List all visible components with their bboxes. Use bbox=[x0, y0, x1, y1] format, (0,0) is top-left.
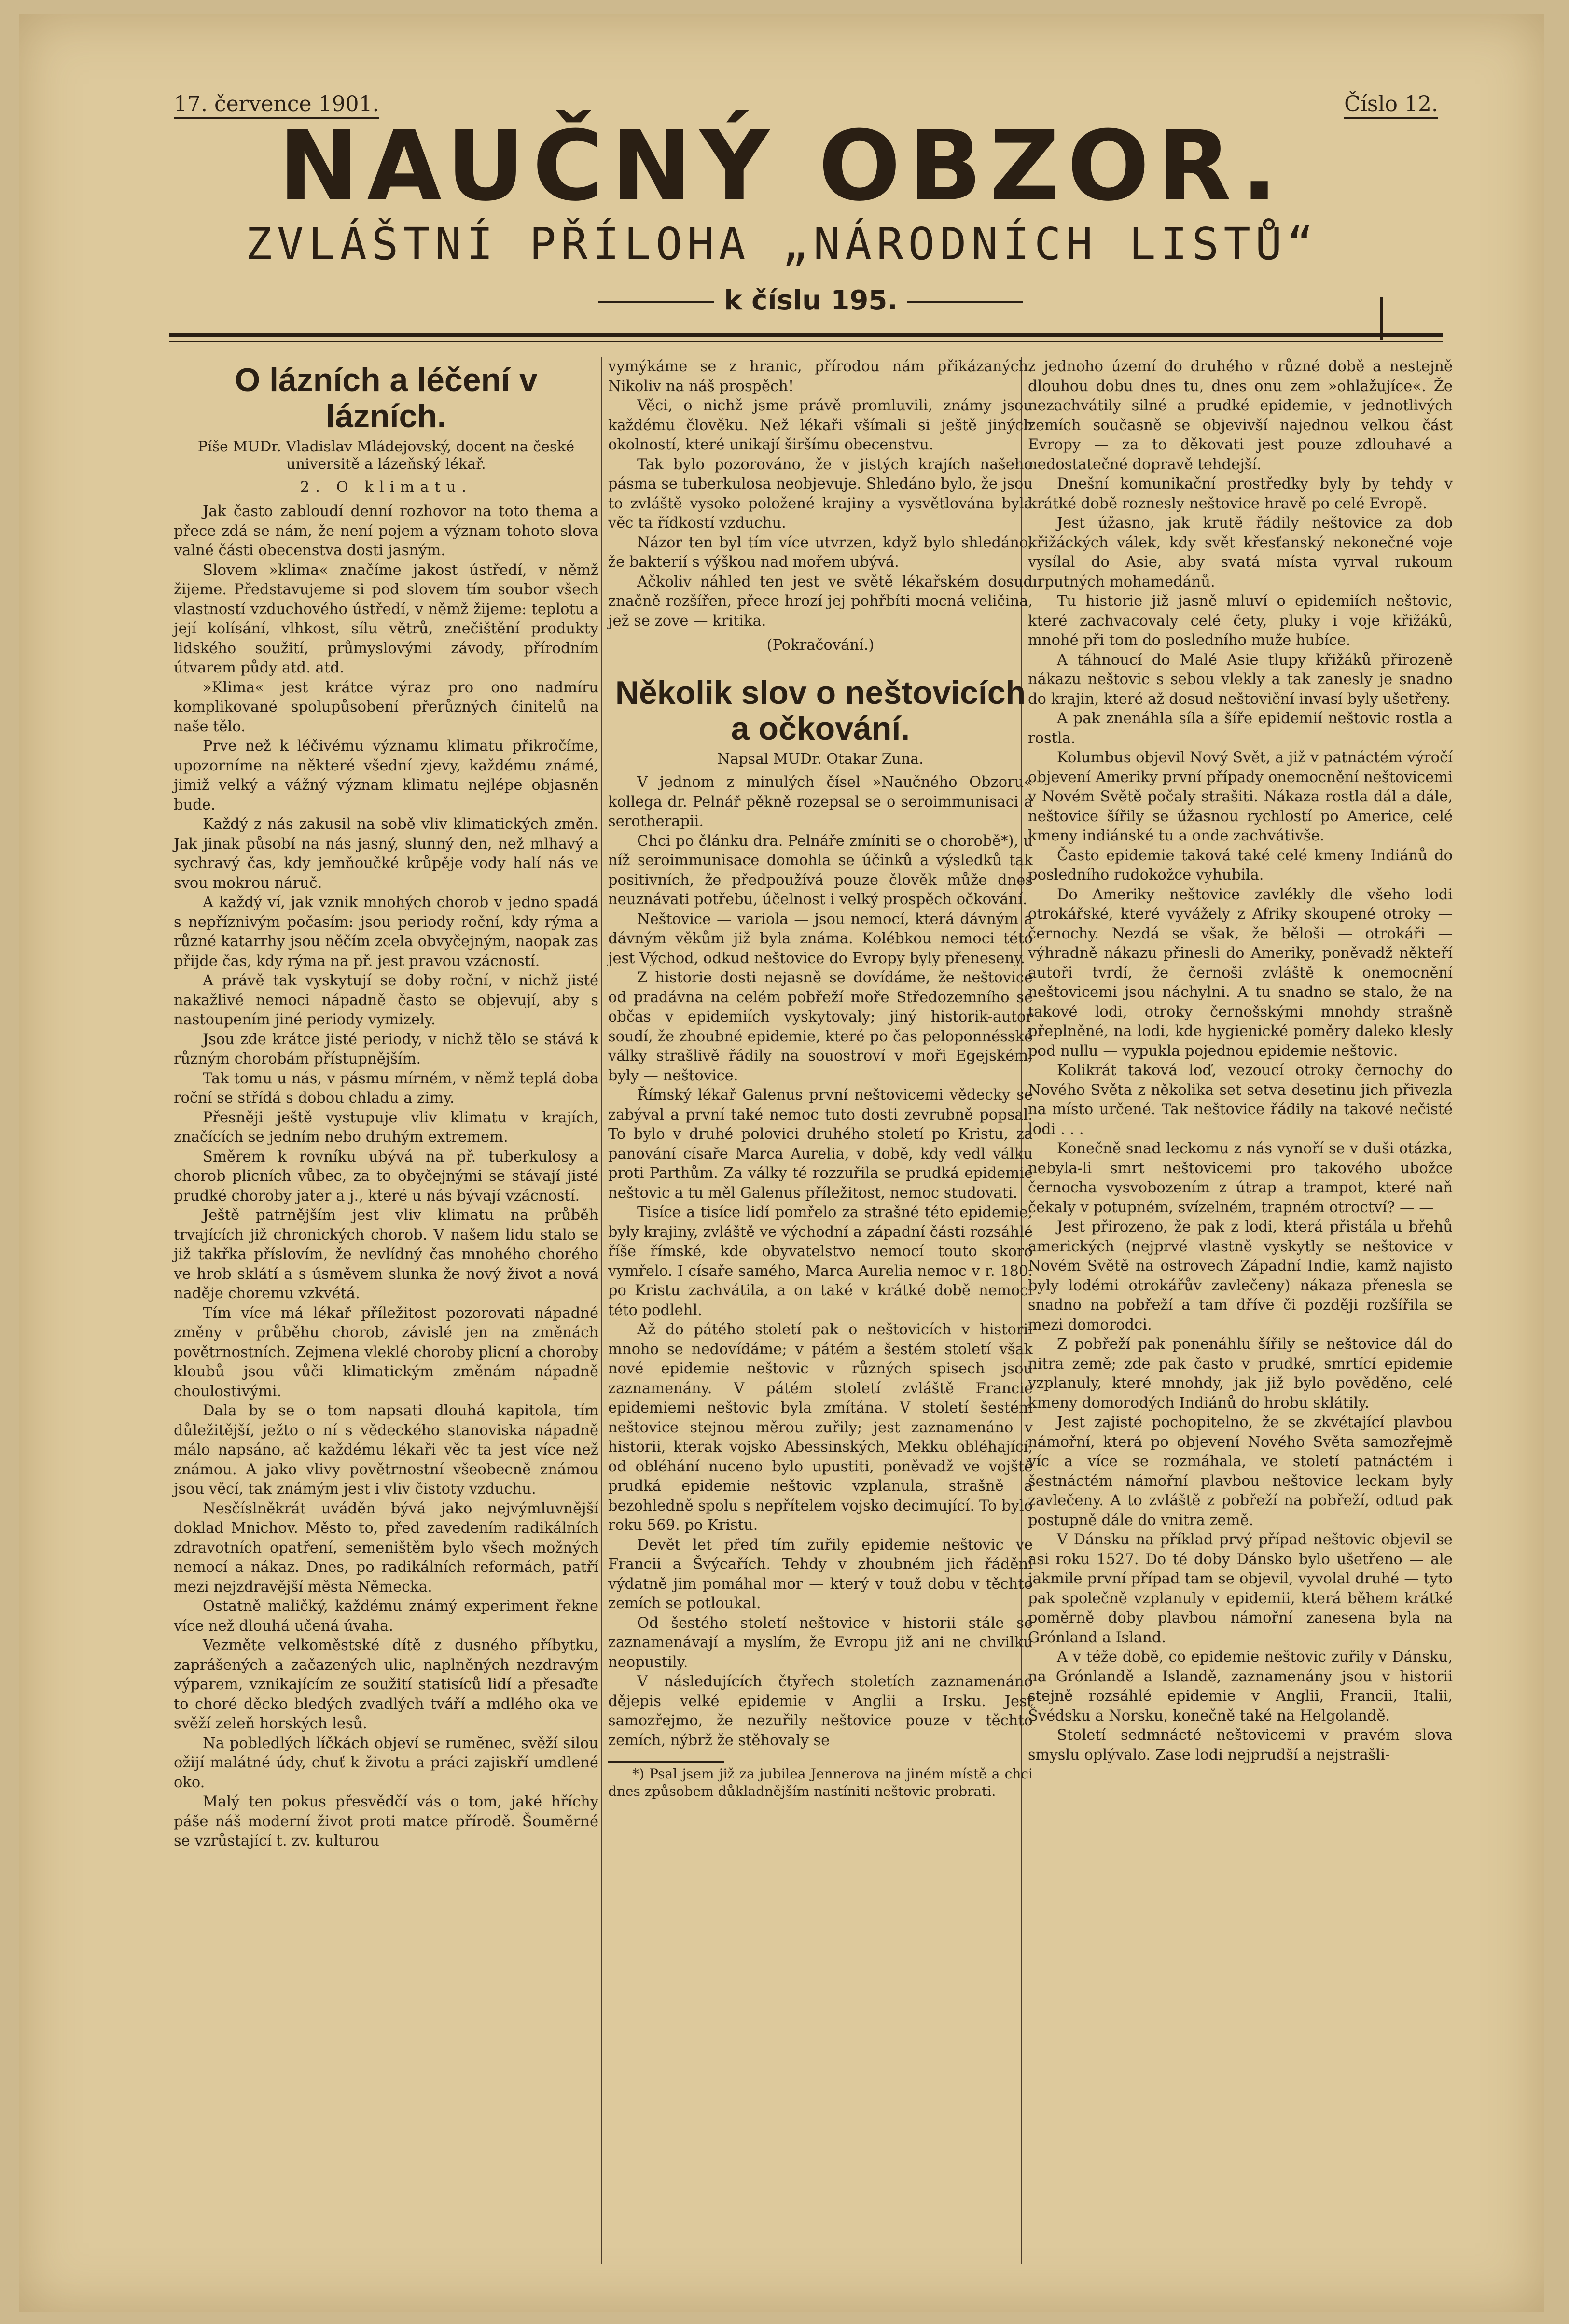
paragraph: Vezměte velkoměstské dítě z dusného příbytku, zaprášených a začazených ulic, naplněných nezdravým výparem, vznikajícím ze soužití statisíců lidí a přesaďte to choré děcko bledých zvadlých tváří a mdlého oka ve svěží zeleň horských lesů. bbox=[174, 1637, 598, 1733]
paragraph: A právě tak vyskytují se doby roční, v nichž jisté nakažlivé nemoci nápadně často se objevují, aby s nastoupením jiné periody vymizely. bbox=[174, 972, 598, 1029]
header-rule bbox=[169, 333, 1443, 337]
paragraph: Římský lékař Galenus první neštovicemi vědecky se zabýval a první také nemoc tuto dosti zevrubně popsal. To bylo v druhé polovici druhého století po Kristu, za panování císaře Marca Aurelia, v době, kdy vedl válku proti Parthům. Za války té rozzuřila se prudká epidemie neštovic a tu měl Galenus příležitost, nemoc studovati. bbox=[608, 1087, 1033, 1202]
paragraph: Jest úžasno, jak krutě řádily neštovice za dob křižáckých válek, kdy svět křesťanský nekonečné voje vysílal do Asie, aby svatá místa vyrval rukoum urputných mohamedánů. bbox=[1028, 515, 1453, 590]
paragraph: A každý ví, jak vznik mnohých chorob v jedno spadá s nepříznivým počasím: jsou periody roční, kdy rýma a různé katarrhy jsou něčím zcela obvyčejným, naopak zas přijde čas, kdy rýma na př. jest pravou vzácností. bbox=[174, 894, 598, 970]
paragraph: Jest přirozeno, že pak z lodi, která přistála u břehů amerických (nejprvé vlastně vyskytly se neštovice v Novém Světě na ostrovech Západní Indie, kamž najisto byly lodémi otrokářův zavlečeny) nákaza přenesla se snadno na pobřeží a tam dříve či později rozšířila se mezi domorodci. bbox=[1028, 1218, 1453, 1333]
paragraph: vymýkáme se z hranic, přírodou nám přikázaných. Nikoliv na náš prospěch! bbox=[608, 358, 1033, 395]
paragraph: Století sedmnácté neštovicemi v pravém slova smyslu oplývalo. Zase lodi nejprudší a nejstrašli- bbox=[1028, 1727, 1453, 1764]
header-rule-thin bbox=[169, 341, 1443, 342]
column-1 bbox=[174, 357, 598, 1851]
newspaper-page bbox=[19, 14, 1544, 2312]
paragraph: »Klima« jest krátce výraz pro ono nadmíru komplikované spolupůsobení přerůzných činitelů na naše tělo. bbox=[174, 679, 598, 735]
paragraph: V následujících čtyřech stoletích zaznamenáno dějepis velké epidemie v Anglii a Irsku. Jest samozřejmo, že nezuřily neštovice pouze v těchto zemích, nýbrž že stěhovaly se bbox=[608, 1673, 1033, 1749]
article-title: O lázních a léčení v lázních. bbox=[235, 362, 538, 434]
column-3 bbox=[1014, 357, 1453, 1765]
section-heading: 2. O klimatu. bbox=[300, 478, 472, 496]
article-body bbox=[1028, 357, 1453, 1765]
edition-rule-left bbox=[598, 301, 714, 303]
paragraph: Jak často zabloudí denní rozhovor na toto thema a přece zdá se nám, že není pojem a význam tohoto slova valné části obecenstva dosti jasným. bbox=[174, 503, 598, 560]
paragraph: Názor ten byl tím více utvrzen, když bylo shledáno, že bakterií s výškou nad mořem ubývá. bbox=[608, 534, 1033, 571]
paragraph: Každý z nás zakusil na sobě vliv klimatických změn. Jak jinak působí na nás jasný, slunný den, než mlhavý a sychravý čas, kdy jemňoučké krůpěje vody halí nás ve svou mokrou náruč. bbox=[174, 816, 598, 892]
edition-line bbox=[569, 285, 1052, 316]
masthead-title: NAUČNÝ OBZOR. bbox=[278, 110, 1286, 223]
paragraph: A pak znenáhla síla a šíře epidemií neštovic rostla a rostla. bbox=[1028, 710, 1453, 747]
paragraph: Tím více má lékař příležitost pozorovati nápadné změny v průběhu chorob, závislé jen na změnách povětrnostních. Zejmena vleklé choroby plicní a choroby kloubů jsou vůči klimatickým změnám nápadně choulostivými. bbox=[174, 1304, 598, 1400]
paragraph: Ostatně maličký, každému známý experiment řekne více než dlouhá učená úvaha. bbox=[174, 1598, 598, 1635]
paragraph: Z historie dosti nejasně se dovídáme, že neštovice od pradávna na celém pobřeží moře Středozemního se občas v epidemiích vyskytovaly; jiný historik-autor soudí, že zhoubné epidemie, které po čas peloponnésské války strašlivě řádily na souostroví v moři Egejském, byly — neštovice. bbox=[608, 969, 1033, 1084]
paragraph: Devět let před tím zuřily epidemie neštovic ve Francii a Švýcařích. Tehdy v zhoubném jich řádění výdatně jim pomáhal mor — který v touž dobu v těchto zemích se potloukal. bbox=[608, 1536, 1033, 1612]
paragraph: Do Ameriky neštovice zavlékly dle všeho lodi otrokářské, které vyvážely z Afriky skoupené otroky — černochy. Nezdá se však, že běloši — otrokáři — výhradně nákazu přinesli do Ameriky, poněvadž někteří autoři tvrdí, že černoši zvláště k onemocnění neštovicemi jsou náchylni. A tu snadno se stalo, že na takové lodi, otroky černošskými mnohdy strašně přeplněné, na lodi, kde hygienické poměry daleko klesly pod nullu — vypukla pojednou epidemie neštovic. bbox=[1028, 886, 1453, 1060]
article-continuation bbox=[608, 357, 1033, 631]
paragraph: Od šestého století neštovice v historii stále se zaznamenávají a myslím, že Evropu již ani ne chvilku neopustily. bbox=[608, 1614, 1033, 1671]
article-body bbox=[608, 773, 1033, 1750]
paragraph: Ještě patrnějším jest vliv klimatu na průběh trvajících již chronických chorob. V našem lidu stalo se již takřka příslovím, že nevlídný čas mnohého chorého ve hrob sklátí a s úsměvem slunka že nový život a nová naděje choremu vzkvétá. bbox=[174, 1207, 598, 1302]
paragraph: Malý ten pokus přesvědčí vás o tom, jaké hříchy páše náš moderní život proti matce přírodě. Šoumĕrné se vzrůstající t. zv. kulturou bbox=[174, 1793, 598, 1850]
masthead-subtitle: ZVLÁŠTNÍ PŘÍLOHA „NÁRODNÍCH LISTŮ“ bbox=[245, 218, 1319, 270]
paragraph: Kolumbus objevil Nový Svět, a již v patnáctém výročí objevení Ameriky první případy onemocnění neštovicemi v Novém Světě počaly strašiti. Nákaza rostla dál a dále, neštovice šířily se úžasnou rychlostí po Americe, celé kmeny indiánské tu a onde zachvátivše. bbox=[1028, 749, 1453, 844]
paragraph: Slovem »klima« značíme jakost ústředí, v němž žijeme. Představujeme si pod slovem tím soubor všech vlastností vzduchového ústředí, v němž žijeme: teplotu a její kolísání, vlhkost, sílu větrů, znečištění produkty lidského soužití, průmyslovými závody, přírodním útvarem půdy atd. atd. bbox=[174, 561, 598, 677]
paragraph: Ačkoliv náhled ten jest ve světě lékařském dosud značně rozšířen, přece hrozí jej pohřbíti mocná veličina, jež se zove — kritika. bbox=[608, 573, 1033, 630]
footnote-rule bbox=[608, 1761, 724, 1763]
paragraph: Chci po článku dra. Pelnáře zmíniti se o chorobě*), u níž seroimmunisace domohla se účinků a výsledků tak positivních, že předpoužívá pouze člověk může dnes neuznávati potřebu, účelnost i velký prospěch očkování. bbox=[608, 832, 1033, 909]
issue-number: Číslo 12. bbox=[1344, 92, 1438, 119]
paragraph: Dala by se o tom napsati dlouhá kapitola, tím důležitější, ježto o ní s vědeckého stanoviska nápadně málo napsáno, ač každému lékaři věc ta jest více než známou. A jako vlivy povětrnostní všeobecně známou jsou věcí, tak známým jest i vliv čistoty vzduchu. bbox=[174, 1402, 598, 1498]
paragraph: Přesněji ještě vystupuje vliv klimatu v krajích, značících se jedním nebo druhým extremem. bbox=[174, 1109, 598, 1146]
paragraph: Věci, o nichž jsme právě promluvili, známy jsou každému člověku. Než lékaři všímali si ještě jiných okolností, které unikají širšímu obecenstvu. bbox=[608, 397, 1033, 453]
paragraph: z jednoho území do druhého v různé době a nestejně dlouhou dobu dnes tu, dnes onu zem »ohlažujíce«. Že nezachvátily silné a prudké epidemie, v jednotlivých zemích současně se objevivší najednou velkou část Evropy — za to děkovati jest pouze zdlouhavé a nedostatečné dopravě tehdejší. bbox=[1028, 358, 1453, 473]
paragraph: Neštovice — variola — jsou nemocí, která dávným a dávným věkům již byla známa. Kolébkou nemoci této jest Východ, odkud neštovice do Evropy byly přeneseny. bbox=[608, 910, 1033, 967]
issue-date: 17. července 1901. bbox=[174, 92, 379, 119]
paragraph: Tu historie již jasně mluví o epidemiích neštovic, které zachvacovaly celé čety, pluky i voje křižáků, mnohé při tom do posledního muže hubíce. bbox=[1028, 593, 1453, 649]
paragraph: Tak bylo pozorováno, že v jistých krajích našeho pásma se tuberkulosa neobjevuje. Shledáno bylo, že jsou to zvláště vysoko položené krajiny a vysvětlována byla věc ta řídkostí vzduchu. bbox=[608, 456, 1033, 532]
article-body bbox=[174, 502, 598, 1851]
paragraph: Konečně snad leckomu z nás vynoří se v duši otázka, nebyla-li smrt neštovicemi pro takového ubožce černocha vysvobozením z útrap a trampot, které naň čekaly v potupném, svízelném, trapném otroctví? — — bbox=[1028, 1140, 1453, 1216]
article-title: Několik slov o neštovicích a očkování. bbox=[615, 674, 1026, 747]
column-2 bbox=[594, 357, 1033, 1800]
paragraph: Směrem k rovníku ubývá na př. tuberkulosy a chorob plicních vůbec, za to obyčejnými se stávají jisté prudké choroby jater a j., které u nás bývají vzácností. bbox=[174, 1148, 598, 1204]
footnote: *) Psal jsem již za jubilea Jennerova na jiném místě a chci dnes způsobem důkladnějším nastíniti neštovic probrati. bbox=[608, 1766, 1033, 1800]
paragraph: Jest zajisté pochopitelno, že se zkvétající plavbou námořní, která po objevení Nového Světa samozřejmě víc a více se rozmáhala, ve století patnáctém i šestnáctém námořní plavbou neštovice leckam byly zavlečeny. A to zvláště z pobřeží na pobřeží, odtud pak postupně dále do vnitra země. bbox=[1028, 1414, 1453, 1529]
paragraph: Často epidemie taková také celé kmeny Indiánů do posledního rudokožce vyhubila. bbox=[1028, 847, 1453, 883]
article-byline: Napsal MUDr. Otakar Zuna. bbox=[717, 751, 924, 768]
edition-label: k číslu 195. bbox=[724, 285, 898, 316]
paragraph: Dnešní komunikační prostředky byly by tehdy v krátké době roznesly neštovice hravě po celé Evropě. bbox=[1028, 476, 1453, 512]
paragraph: A v téže době, co epidemie neštovic zuřily v Dánsku, na Grónlandě a Islandě, zaznamenány jsou v historii stejně rozsáhlé epidemie v Anglii, Francii, Italii, Švédsku a Norsku, konečně také na Helgolandě. bbox=[1028, 1649, 1453, 1724]
article-byline: Píše MUDr. Vladislav Mládejovský, docent na české universitě a lázeňský lékař. bbox=[197, 438, 575, 473]
paragraph: V Dánsku na příklad prvý případ neštovic objevil se asi roku 1527. Do té doby Dánsko bylo ušetřeno — ale jakmile první případ tam se objevil, vyvolal druhé — tyto pak společně vzplanuly v epidemii, která během krátké poměrně doby plavbou námořní zanesena byla na Grónland a Island. bbox=[1028, 1531, 1453, 1646]
paragraph: A táhnoucí do Malé Asie tlupy křižáků přirozeně nákazu neštovic s sebou vlekly a tak zanesly je snadno do krajin, které až dosud neštoviční invasí byly ušetřeny. bbox=[1028, 651, 1453, 708]
edition-rule-right bbox=[907, 301, 1023, 303]
continued-note: (Pokračování.) bbox=[766, 637, 875, 654]
paragraph: Nesčíslněkrát uváděn bývá jako nejvýmluvnější doklad Mnichov. Město to, před zavedením radikálních zdravotních opatření, semeništěm bylo všech možných nemocí a nákaz. Dnes, po radikálních reformách, patří mezi nejzdravější města Německa. bbox=[174, 1500, 598, 1596]
paragraph: Z pobřeží pak ponenáhlu šířily se neštovice dál do nitra země; zde pak často v prudké, smrtící epidemie vzplanuly, které mnohdy, jak již bylo pověděno, celé kmeny domorodých Indiánů do hrobu sklátily. bbox=[1028, 1336, 1453, 1412]
paragraph: Tak tomu u nás, v pásmu mírném, v němž teplá doba roční se střídá s dobou chladu a zimy. bbox=[174, 1070, 598, 1107]
paragraph: Na pobledlých líčkách objeví se rumĕnec, svěží silou ožijí malátné údy, chuť k životu a práci zajiskří umdlené oko. bbox=[174, 1735, 598, 1791]
paragraph: Prve než k léčivému významu klimatu přikročíme, upozorníme na některé všední zjevy, každému známé, jimiž velký a vážný význam klimatu nejlépe objasněn bude. bbox=[174, 738, 598, 813]
paragraph: Až do pátého století pak o neštovicích v historii mnoho se nedovídáme; v pátém a šestém století však nové epidemie neštovic v různých spisech jsou zaznamenány. V pátém století zvláště Francie epidemiemi neštovic byla zmítána. V století šestém neštovice stejnou měrou zuřily; jest zaznamenáno v historii, kterak vojsko Abessinských, Mekku obléhající, od obléhání nuceno bylo upustiti, poněvadž ve vojště prudká epidemie neštovic vzplanula, strašně a bezohledně spolu s nepřítelem vojsko decimující. To bylo roku 569. po Kristu. bbox=[608, 1321, 1033, 1534]
paragraph: Kolikrát taková loď, vezoucí otroky černochy do Nového Světa z několika set setva desetinu jich přivezla na místo určené. Tak neštovice řádily na takové nečisté lodi . . . bbox=[1028, 1062, 1453, 1138]
paragraph: V jednom z minulých čísel »Naučného Obzoru« kollega dr. Pelnář pěkně rozepsal se o seroimmunisaci a serotherapii. bbox=[608, 774, 1033, 830]
paragraph: Jsou zde krátce jisté periody, v nichž tělo se stává k různým chorobám přístupnějším. bbox=[174, 1031, 598, 1068]
paragraph: Tisíce a tisíce lidí pomřelo za strašné této epidemie; byly krajiny, zvláště ve východní a západní části rozsáhlé říše římské, kde obyvatelstvo nemocí touto skoro vymřelo. I císaře samého, Marca Aurelia nemoc v r. 180. po Kristu zachvátila, a on také v krátké době nemoci této podlehl. bbox=[608, 1204, 1033, 1319]
